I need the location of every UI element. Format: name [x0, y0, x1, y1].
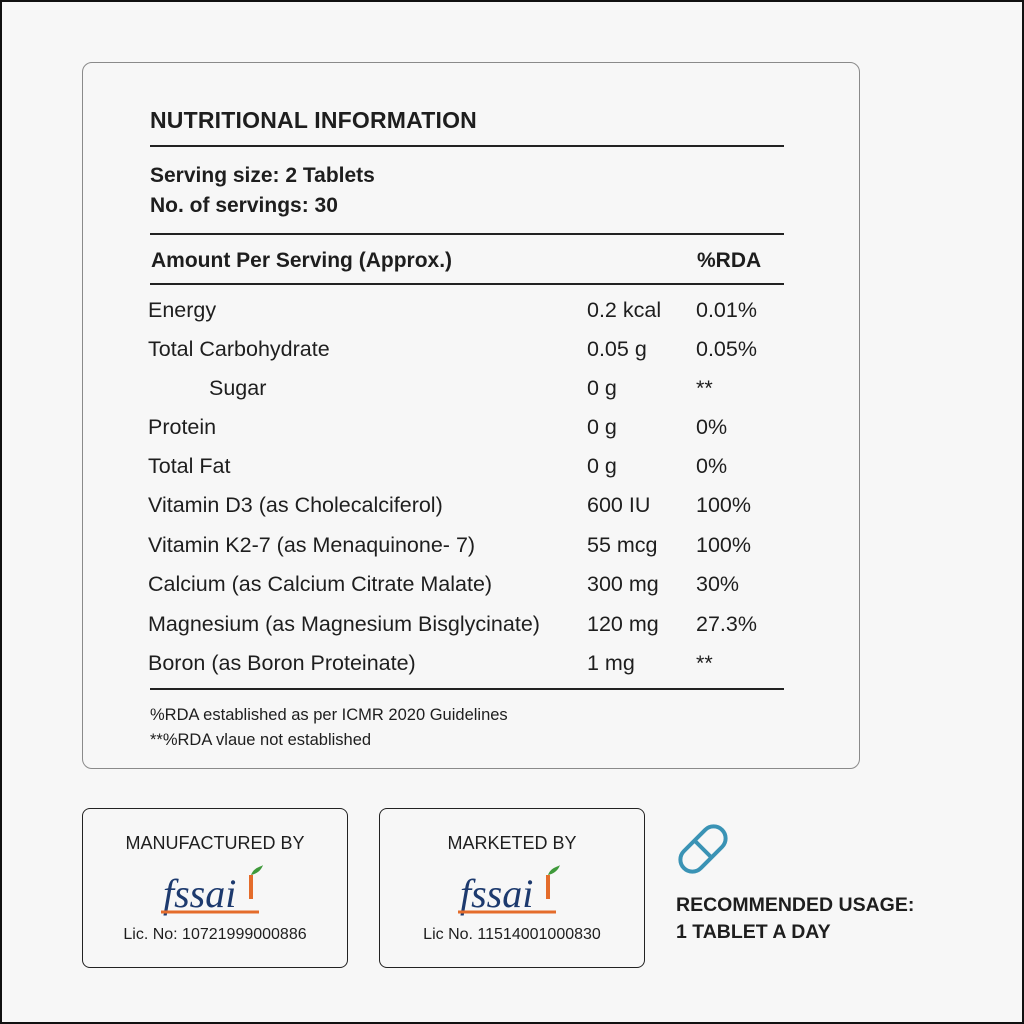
- nutrient-amount: 120 mg: [587, 612, 659, 636]
- marketer-label: MARKETED BY: [447, 833, 577, 853]
- fssai-logo: [155, 865, 275, 921]
- fssai-logo-text: fssai: [460, 871, 534, 916]
- nutrient-name: Vitamin K2-7 (as Menaquinone- 7): [148, 533, 476, 557]
- table-row: [0, 530, 1024, 569]
- divider: [150, 688, 784, 690]
- table-row: [0, 295, 1024, 334]
- nutrient-name: Energy: [148, 298, 217, 322]
- nutrient-name: Total Carbohydrate: [148, 337, 330, 361]
- manufacturer-box: [82, 808, 348, 968]
- nutrient-rda: **: [696, 651, 713, 675]
- panel-title: NUTRITIONAL INFORMATION: [150, 107, 477, 133]
- fssai-logo: [452, 865, 572, 921]
- table-row: [0, 648, 1024, 687]
- table-row: [0, 334, 1024, 373]
- nutrient-name: Magnesium (as Magnesium Bisglycinate): [148, 612, 540, 636]
- nutrient-rda: 0%: [696, 415, 728, 439]
- usage-dosage: 1 TABLET A DAY: [676, 921, 831, 943]
- nutrient-amount: 1 mg: [587, 651, 635, 675]
- nutrient-amount: 55 mcg: [587, 533, 658, 557]
- table-header-amount: Amount Per Serving (Approx.): [151, 249, 453, 272]
- fssai-logo-text: fssai: [163, 871, 237, 916]
- nutrient-amount: 600 IU: [587, 493, 651, 517]
- nutrient-rda: 100%: [696, 493, 751, 517]
- divider: [150, 145, 784, 147]
- table-row: [0, 373, 1024, 412]
- table-row: [0, 412, 1024, 451]
- table-row: [0, 569, 1024, 608]
- marketer-license: Lic No. 11514001000830: [423, 926, 601, 943]
- nutrient-name: Boron (as Boron Proteinate): [148, 651, 416, 675]
- manufacturer-label: MANUFACTURED BY: [125, 833, 305, 853]
- nutrient-amount: 0 g: [587, 376, 617, 400]
- rda-footnote: %RDA established as per ICMR 2020 Guidelines: [150, 706, 508, 724]
- table-row: [0, 490, 1024, 529]
- table-row: [0, 609, 1024, 648]
- nutrient-amount: 300 mg: [587, 572, 659, 596]
- serving-size: Serving size: 2 Tablets: [150, 164, 375, 187]
- nutrient-rda: 0%: [696, 454, 728, 478]
- nutrient-rda: 0.01%: [696, 298, 757, 322]
- nutrient-amount: 0.2 kcal: [587, 298, 662, 322]
- rda-footnote-2: **%RDA vlaue not established: [150, 731, 372, 749]
- nutrient-rda: 27.3%: [696, 612, 757, 636]
- nutrient-rda: 100%: [696, 533, 751, 557]
- nutrient-rda: 0.05%: [696, 337, 757, 361]
- marketer-box: [379, 808, 645, 968]
- nutrient-amount: 0 g: [587, 415, 617, 439]
- nutrient-name: Total Fat: [148, 454, 231, 478]
- nutrient-rda: 30%: [696, 572, 740, 596]
- capsule-icon: [670, 816, 736, 882]
- nutrient-name: Protein: [148, 415, 217, 439]
- nutrient-rda: **: [696, 376, 713, 400]
- table-header-rda: %RDA: [697, 249, 762, 272]
- table-row: [0, 451, 1024, 490]
- nutrient-amount: 0 g: [587, 454, 617, 478]
- nutrient-name: Sugar: [209, 376, 267, 400]
- nutrient-amount: 0.05 g: [587, 337, 647, 361]
- manufacturer-license: Lic. No: 10721999000886: [123, 926, 307, 943]
- servings-count: No. of servings: 30: [150, 194, 338, 217]
- usage-title: RECOMMENDED USAGE:: [676, 894, 915, 916]
- nutrient-name: Calcium (as Calcium Citrate Malate): [148, 572, 493, 596]
- divider: [150, 233, 784, 235]
- nutrient-name: Vitamin D3 (as Cholecalciferol): [148, 493, 443, 517]
- divider: [150, 283, 784, 285]
